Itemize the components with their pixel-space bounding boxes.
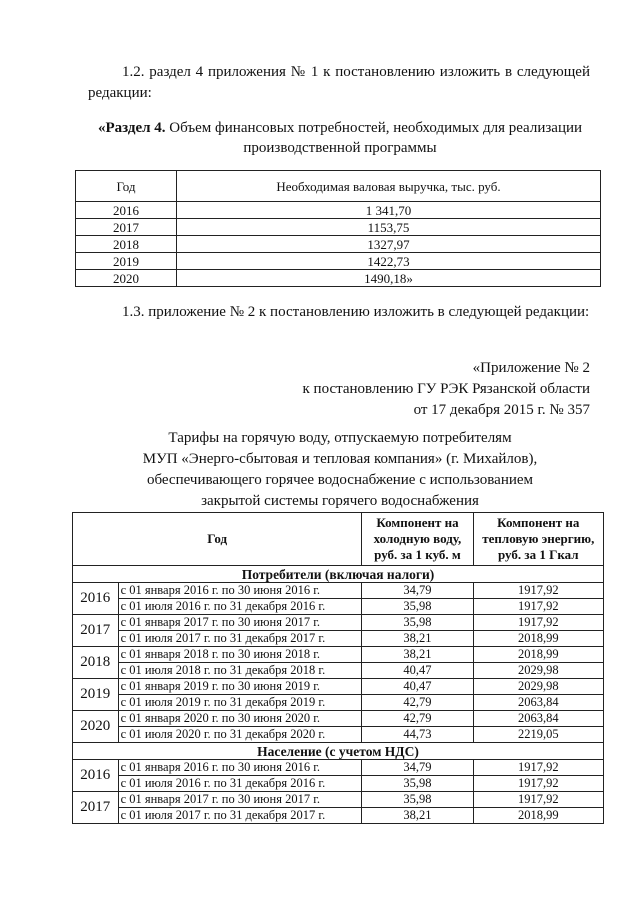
table-row: [73, 647, 604, 663]
period-cell: с 01 июля 2018 г. по 31 декабря 2018 г.: [118, 663, 362, 679]
section-4-title-line2: производственной программы: [243, 140, 437, 156]
appendix-line-1: «Приложение № 2: [472, 360, 590, 376]
revenue-value-cell: 1 341,70: [177, 202, 601, 219]
table-row: [73, 727, 604, 743]
table-row: [73, 679, 604, 695]
cold-value-cell: 44,73: [362, 727, 473, 743]
table-row: [76, 236, 601, 253]
table-row: [73, 599, 604, 615]
tariffs-title-line-1: Тарифы на горячую воду, отпускаемую потребителям: [168, 430, 512, 446]
section-4-title: Объем финансовых потребностей, необходимых для реализации: [165, 120, 583, 136]
period-cell: с 01 января 2018 г. по 30 июня 2018 г.: [118, 647, 362, 663]
tariffs-table: [72, 512, 604, 824]
period-cell: с 01 января 2017 г. по 30 июня 2017 г.: [118, 792, 362, 808]
table-row: [73, 711, 604, 727]
year-cell: 2017: [73, 615, 119, 647]
tariffs-title-line-4: закрытой системы горячего водоснабжения: [201, 493, 479, 509]
tariffs-title: [60, 428, 620, 512]
tariffs-header-year: Год: [73, 513, 362, 566]
period-cell: с 01 июля 2017 г. по 31 декабря 2017 г.: [118, 631, 362, 647]
table-row: [73, 663, 604, 679]
period-cell: с 01 июля 2017 г. по 31 декабря 2017 г.: [118, 808, 362, 824]
revenue-value-cell: 1422,73: [177, 253, 601, 270]
year-cell: 2016: [73, 760, 119, 792]
table-row: [73, 583, 604, 599]
appendix-line-3: от 17 декабря 2015 г. № 357: [413, 402, 590, 418]
period-cell: с 01 января 2016 г. по 30 июня 2016 г.: [118, 583, 362, 599]
paragraph-1-2: [88, 62, 590, 104]
heat-value-cell: 2063,84: [473, 695, 603, 711]
tariffs-header-cold: Компонент на холодную воду, руб. за 1 куб. м: [362, 513, 473, 566]
period-cell: с 01 января 2017 г. по 30 июня 2017 г.: [118, 615, 362, 631]
appendix-reference: [260, 358, 590, 421]
heat-value-cell: 1917,92: [473, 583, 603, 599]
revenue-year-cell: 2017: [76, 219, 177, 236]
period-cell: с 01 января 2019 г. по 30 июня 2019 г.: [118, 679, 362, 695]
section-4-heading: [60, 118, 620, 158]
table-row: [76, 253, 601, 270]
section-4-label: «Раздел 4.: [97, 120, 166, 136]
cold-value-cell: 40,47: [362, 663, 473, 679]
tariffs-header-heat: Компонент на тепловую энергию, руб. за 1 Гкал: [473, 513, 603, 566]
cold-value-cell: 42,79: [362, 711, 473, 727]
heat-value-cell: 2018,99: [473, 647, 603, 663]
cold-value-cell: 35,98: [362, 792, 473, 808]
heat-value-cell: 1917,92: [473, 760, 603, 776]
heat-value-cell: 1917,92: [473, 792, 603, 808]
period-cell: с 01 июля 2020 г. по 31 декабря 2020 г.: [118, 727, 362, 743]
cold-value-cell: 38,21: [362, 808, 473, 824]
revenue-year-cell: 2020: [76, 270, 177, 287]
year-cell: 2019: [73, 679, 119, 711]
cold-value-cell: 38,21: [362, 647, 473, 663]
section-population: Население (с учетом НДС): [73, 743, 604, 760]
table-row: [73, 615, 604, 631]
period-cell: с 01 июля 2019 г. по 31 декабря 2019 г.: [118, 695, 362, 711]
section-consumers: Потребители (включая налоги): [73, 566, 604, 583]
revenue-year-cell: 2016: [76, 202, 177, 219]
table-row: [73, 808, 604, 824]
table-row: [76, 219, 601, 236]
heat-value-cell: 1917,92: [473, 615, 603, 631]
year-cell: 2016: [73, 583, 119, 615]
heat-value-cell: 1917,92: [473, 776, 603, 792]
cold-value-cell: 34,79: [362, 583, 473, 599]
paragraph-1-3-text: 1.3. приложение № 2 к постановлению изложить в следующей редакции:: [122, 304, 590, 320]
table-row: [73, 792, 604, 808]
cold-value-cell: 35,98: [362, 615, 473, 631]
table-row: [73, 631, 604, 647]
period-cell: с 01 января 2016 г. по 30 июня 2016 г.: [118, 760, 362, 776]
table-row: [76, 270, 601, 287]
revenue-year-cell: 2019: [76, 253, 177, 270]
year-cell: 2020: [73, 711, 119, 743]
cold-value-cell: 40,47: [362, 679, 473, 695]
revenue-year-cell: 2018: [76, 236, 177, 253]
heat-value-cell: 2029,98: [473, 663, 603, 679]
table-row: [73, 695, 604, 711]
cold-value-cell: 38,21: [362, 631, 473, 647]
year-cell: 2017: [73, 792, 119, 824]
tariffs-title-line-3: обеспечивающего горячее водоснабжение с использованием: [146, 472, 534, 488]
period-cell: с 01 июля 2016 г. по 31 декабря 2016 г.: [118, 599, 362, 615]
cold-value-cell: 35,98: [362, 776, 473, 792]
period-cell: с 01 января 2020 г. по 30 июня 2020 г.: [118, 711, 362, 727]
paragraph-1-2-text: 1.2. раздел 4 приложения № 1 к постановлению изложить в следующей редакции:: [88, 64, 590, 101]
paragraph-1-3: [88, 302, 590, 323]
cold-value-cell: 34,79: [362, 760, 473, 776]
appendix-line-2: к постановлению ГУ РЭК Рязанской области: [302, 381, 590, 397]
tariffs-title-line-2: МУП «Энерго-сбытовая и тепловая компания» (г. Михайлов),: [142, 451, 538, 467]
table-row: [76, 202, 601, 219]
cold-value-cell: 35,98: [362, 599, 473, 615]
heat-value-cell: 2018,99: [473, 631, 603, 647]
table-row: [73, 760, 604, 776]
heat-value-cell: 2029,98: [473, 679, 603, 695]
year-cell: 2018: [73, 647, 119, 679]
table-row: [73, 776, 604, 792]
heat-value-cell: 2219,05: [473, 727, 603, 743]
revenue-header-year: Год: [76, 171, 177, 202]
heat-value-cell: 2063,84: [473, 711, 603, 727]
revenue-table: [75, 170, 601, 287]
heat-value-cell: 1917,92: [473, 599, 603, 615]
heat-value-cell: 2018,99: [473, 808, 603, 824]
revenue-value-cell: 1490,18»: [177, 270, 601, 287]
period-cell: с 01 июля 2016 г. по 31 декабря 2016 г.: [118, 776, 362, 792]
revenue-header-value: Необходимая валовая выручка, тыс. руб.: [177, 171, 601, 202]
revenue-value-cell: 1153,75: [177, 219, 601, 236]
revenue-value-cell: 1327,97: [177, 236, 601, 253]
cold-value-cell: 42,79: [362, 695, 473, 711]
